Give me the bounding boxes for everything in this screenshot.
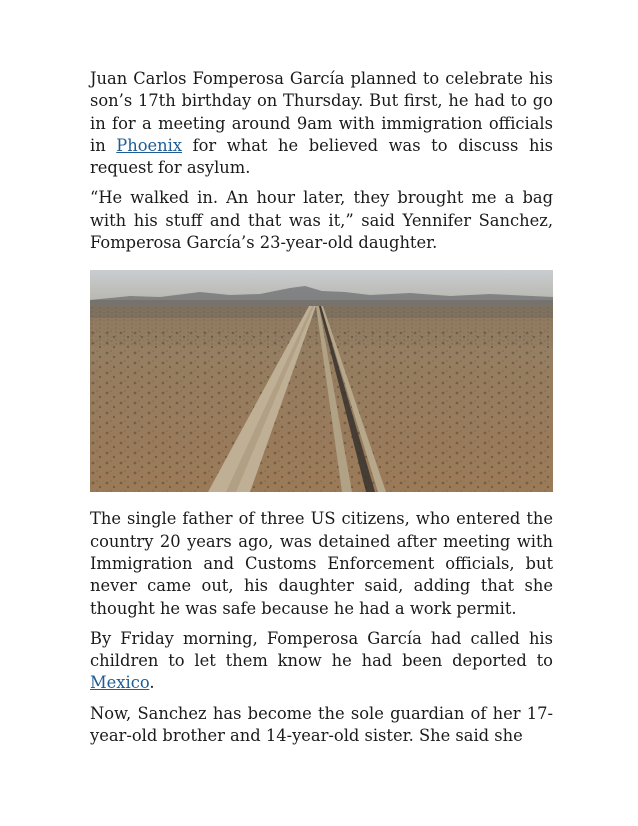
mexico-link[interactable]: Mexico [90,673,150,693]
phoenix-link[interactable]: Phoenix [116,135,183,155]
paragraph-3: The single father of three US citizens, who entered the country 20 years ago, was detained after meeting with Immigration and Customs Enforcement officials, but never came out, his daughter said, adding that she thought he was safe because he had a work permit. [90,509,553,618]
article-body [90,68,553,755]
desert-border-road-photo [90,270,553,492]
paragraph-4-text-end: . [149,673,155,693]
paragraph-5: Now, Sanchez has become the sole guardian of her 17-year-old brother and 14-year-old sister. She said she [90,703,553,746]
paragraph-1-text-start: Juan Carlos Fomperosa García planned to celebrate his son’s 17th birthday on Thursday. But first, he had to go in for a meeting around 9am with immigration officials in [90,69,553,155]
paragraph-2: “He walked in. An hour later, they brought me a bag with his stuff and that was it,” said Yennifer Sanchez, Fomperosa García’s 23-year-old daughter. [90,188,553,253]
paragraph-1-text-end: for what he believed was to discuss his request for asylum. [90,135,554,178]
paragraph-4-text-start: By Friday morning, Fomperosa García had called his children to let them know he had been deported to [90,628,553,671]
paragraph-1 [90,68,553,179]
paragraph-4 [90,628,553,695]
